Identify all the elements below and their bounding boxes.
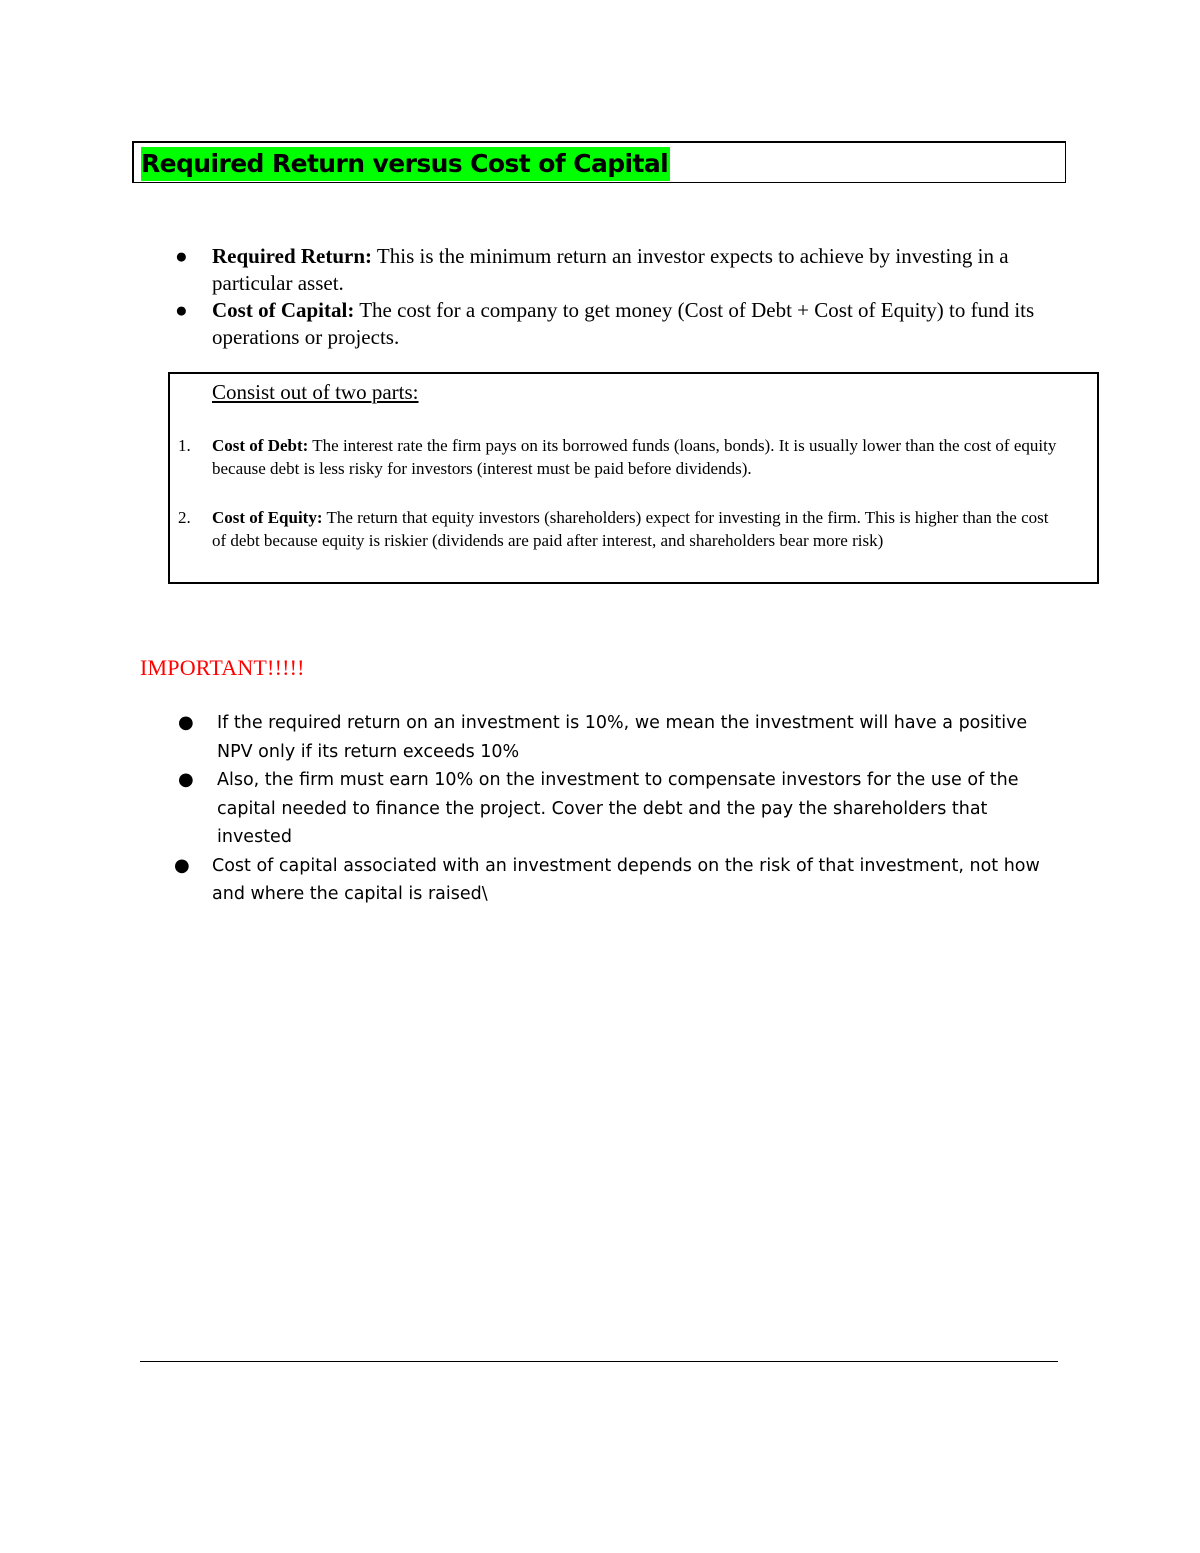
definitions-list — [170, 243, 1070, 351]
bullet-icon: ● — [174, 854, 190, 876]
item-number: 1. — [178, 436, 191, 455]
important-point: ● If the required return on an investment is 10%, we mean the investment will have a positive NPV only if its return exceeds 10% — [170, 709, 1050, 766]
item-text: The return that equity investors (shareholders) expect for investing in the firm. This is higher than the cost of debt because equity is riskier (dividends are paid after interest, and shareholders bear more risk) — [212, 508, 1049, 550]
definition-required-return — [170, 243, 1070, 297]
important-point: ● Cost of capital associated with an investment depends on the risk of that investment, not how and where the capital is raised\ — [170, 852, 1050, 909]
parts-box — [168, 372, 1099, 584]
bullet-icon: ● — [178, 769, 194, 790]
item-text: The interest rate the firm pays on its borrowed funds (loans, bonds). It is usually lower than the cost of equity because debt is less risky for investors (interest must be paid before dividends). — [212, 436, 1057, 478]
definition-term: Required Return: — [212, 244, 373, 268]
important-heading: IMPORTANT!!!!! — [140, 655, 305, 680]
important-list — [170, 709, 1050, 909]
part-item-cost-of-debt — [178, 434, 1058, 480]
item-number: 2. — [178, 508, 191, 527]
parts-heading: Consist out of two parts: — [212, 380, 419, 404]
definition-text: This is the minimum return an investor expects to achieve by investing in a particular asset. — [212, 244, 1009, 295]
definition-cost-of-capital — [170, 297, 1070, 351]
important-point: ● Also, the firm must earn 10% on the investment to compensate investors for the use of the capital needed to finance the project. Cover the debt and the pay the shareholders that invested — [170, 766, 1050, 852]
page-title: Required Return versus Cost of Capital — [141, 147, 670, 181]
bullet-icon: ● — [175, 298, 188, 322]
part-item-cost-of-equity — [178, 506, 1058, 552]
footer-divider — [140, 1361, 1058, 1362]
item-term: Cost of Debt: — [212, 436, 309, 455]
definition-term: Cost of Capital: — [212, 298, 355, 322]
bullet-icon: ● — [175, 244, 188, 268]
bullet-icon: ● — [178, 712, 194, 733]
item-term: Cost of Equity: — [212, 508, 323, 527]
title-box — [132, 141, 1066, 183]
definition-text: The cost for a company to get money (Cost of Debt + Cost of Equity) to fund its operations or projects. — [212, 298, 1035, 349]
